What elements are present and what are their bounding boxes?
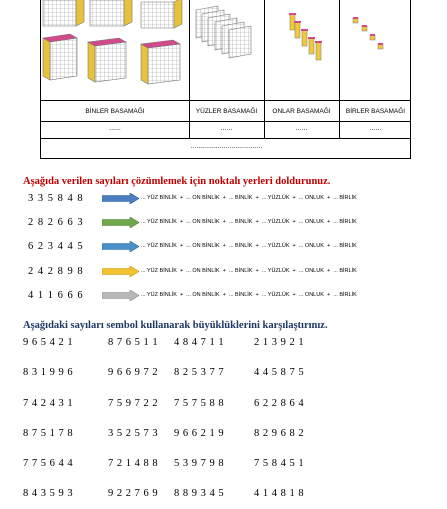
unit-icon [353, 17, 383, 49]
cube-icon [43, 34, 77, 80]
number: 8 8 9 3 4 5 [174, 488, 225, 499]
number-digits: 3 3 5 8 4 8 [28, 193, 83, 204]
number: 9 6 6 2 1 9 [174, 428, 225, 439]
number: 7 5 8 4 5 1 [254, 458, 305, 469]
answer-hundreds: ...... [220, 125, 233, 132]
number: 6 2 2 8 6 4 [254, 398, 305, 409]
number-digits: 4 1 1 6 6 6 [28, 290, 83, 301]
cube-icon [141, 40, 180, 84]
number: 8 2 9 6 8 2 [254, 428, 305, 439]
section2-heading: Aşağıdaki sayıları sembol kullanarak büyüklüklerini karşılaştırınız. [23, 320, 328, 331]
arrow-right-icon [102, 217, 140, 228]
table-line [41, 138, 410, 139]
answer-thousands: ...... [109, 125, 121, 132]
number-digits: 2 4 2 8 9 8 [28, 266, 83, 277]
number: 4 1 4 8 1 8 [254, 488, 305, 499]
number: 4 4 5 8 7 5 [254, 367, 305, 378]
place-names: ... YÜZ BİNLİK + ... ON BİNLİK + ... BİNLİK + ... YÜZLÜK + ... ONLUK + ... BİRLİK [141, 292, 357, 298]
flat-icon [196, 6, 251, 58]
hundred-flats-image [188, 0, 263, 100]
table-line [41, 100, 410, 101]
number-digits: 6 2 3 4 4 5 [28, 241, 83, 252]
header-thousands: BİNLER BASAMAĞI [85, 108, 145, 115]
number: 7 7 5 6 4 4 [23, 458, 74, 469]
arrow-right-icon [102, 290, 140, 301]
arrow-right-icon [102, 241, 140, 252]
number: 8 4 3 5 9 3 [23, 488, 74, 499]
number: 5 3 9 7 9 8 [174, 458, 225, 469]
header-tens: ONLAR BASAMAĞI [272, 108, 331, 115]
number: 9 6 5 4 2 1 [23, 337, 74, 348]
arrow-right-icon [102, 266, 140, 277]
header-hundreds: YÜZLER BASAMAĞI [195, 108, 258, 115]
answer-tens: ...... [295, 125, 308, 132]
arrow-right-icon [102, 193, 140, 204]
thousand-blocks-image [40, 0, 188, 100]
number: 9 6 6 9 7 2 [108, 367, 159, 378]
cube-icon [141, 0, 182, 28]
header-ones: BİRLER BASAMAĞI [345, 108, 406, 115]
cube-icon [43, 0, 84, 26]
number-digits: 2 8 2 6 6 3 [28, 217, 83, 228]
number: 3 5 2 5 7 3 [108, 428, 159, 439]
number: 4 8 4 7 1 1 [174, 337, 225, 348]
number: 7 2 1 4 8 8 [108, 458, 159, 469]
ten-rods-image [263, 0, 338, 100]
section1-heading: Aşağıda verilen sayıları çözümlemek için noktalı yerleri doldurunuz. [23, 176, 331, 187]
cube-icon [90, 0, 132, 26]
number: 7 4 2 4 3 1 [23, 398, 74, 409]
answer-total: ..................................... [190, 143, 263, 150]
number: 7 5 7 5 8 8 [174, 398, 225, 409]
answer-ones: ...... [369, 125, 382, 132]
unit-cubes-image [338, 0, 411, 100]
number: 8 3 1 9 9 6 [23, 367, 74, 378]
number: 9 2 2 7 6 9 [108, 488, 159, 499]
rod-icon [289, 13, 322, 60]
number: 2 1 3 9 2 1 [254, 337, 305, 348]
number: 8 7 6 5 1 1 [108, 337, 159, 348]
place-names: ... YÜZ BİNLİK + ... ON BİNLİK + ... BİNLİK + ... YÜZLÜK + ... ONLUK + ... BİRLİK [141, 268, 357, 274]
place-names: ... YÜZ BİNLİK + ... ON BİNLİK + ... BİNLİK + ... YÜZLÜK + ... ONLUK + ... BİRLİK [141, 219, 357, 225]
number: 8 7 5 1 7 8 [23, 428, 74, 439]
number: 8 2 5 3 7 7 [174, 367, 225, 378]
place-names: ... YÜZ BİNLİK + ... ON BİNLİK + ... BİNLİK + ... YÜZLÜK + ... ONLUK + ... BİRLİK [141, 195, 357, 201]
cube-icon [88, 38, 126, 82]
number: 7 5 9 7 2 2 [108, 398, 159, 409]
table-line [41, 121, 410, 122]
place-names: ... YÜZ BİNLİK + ... ON BİNLİK + ... BİNLİK + ... YÜZLÜK + ... ONLUK + ... BİRLİK [141, 243, 357, 249]
